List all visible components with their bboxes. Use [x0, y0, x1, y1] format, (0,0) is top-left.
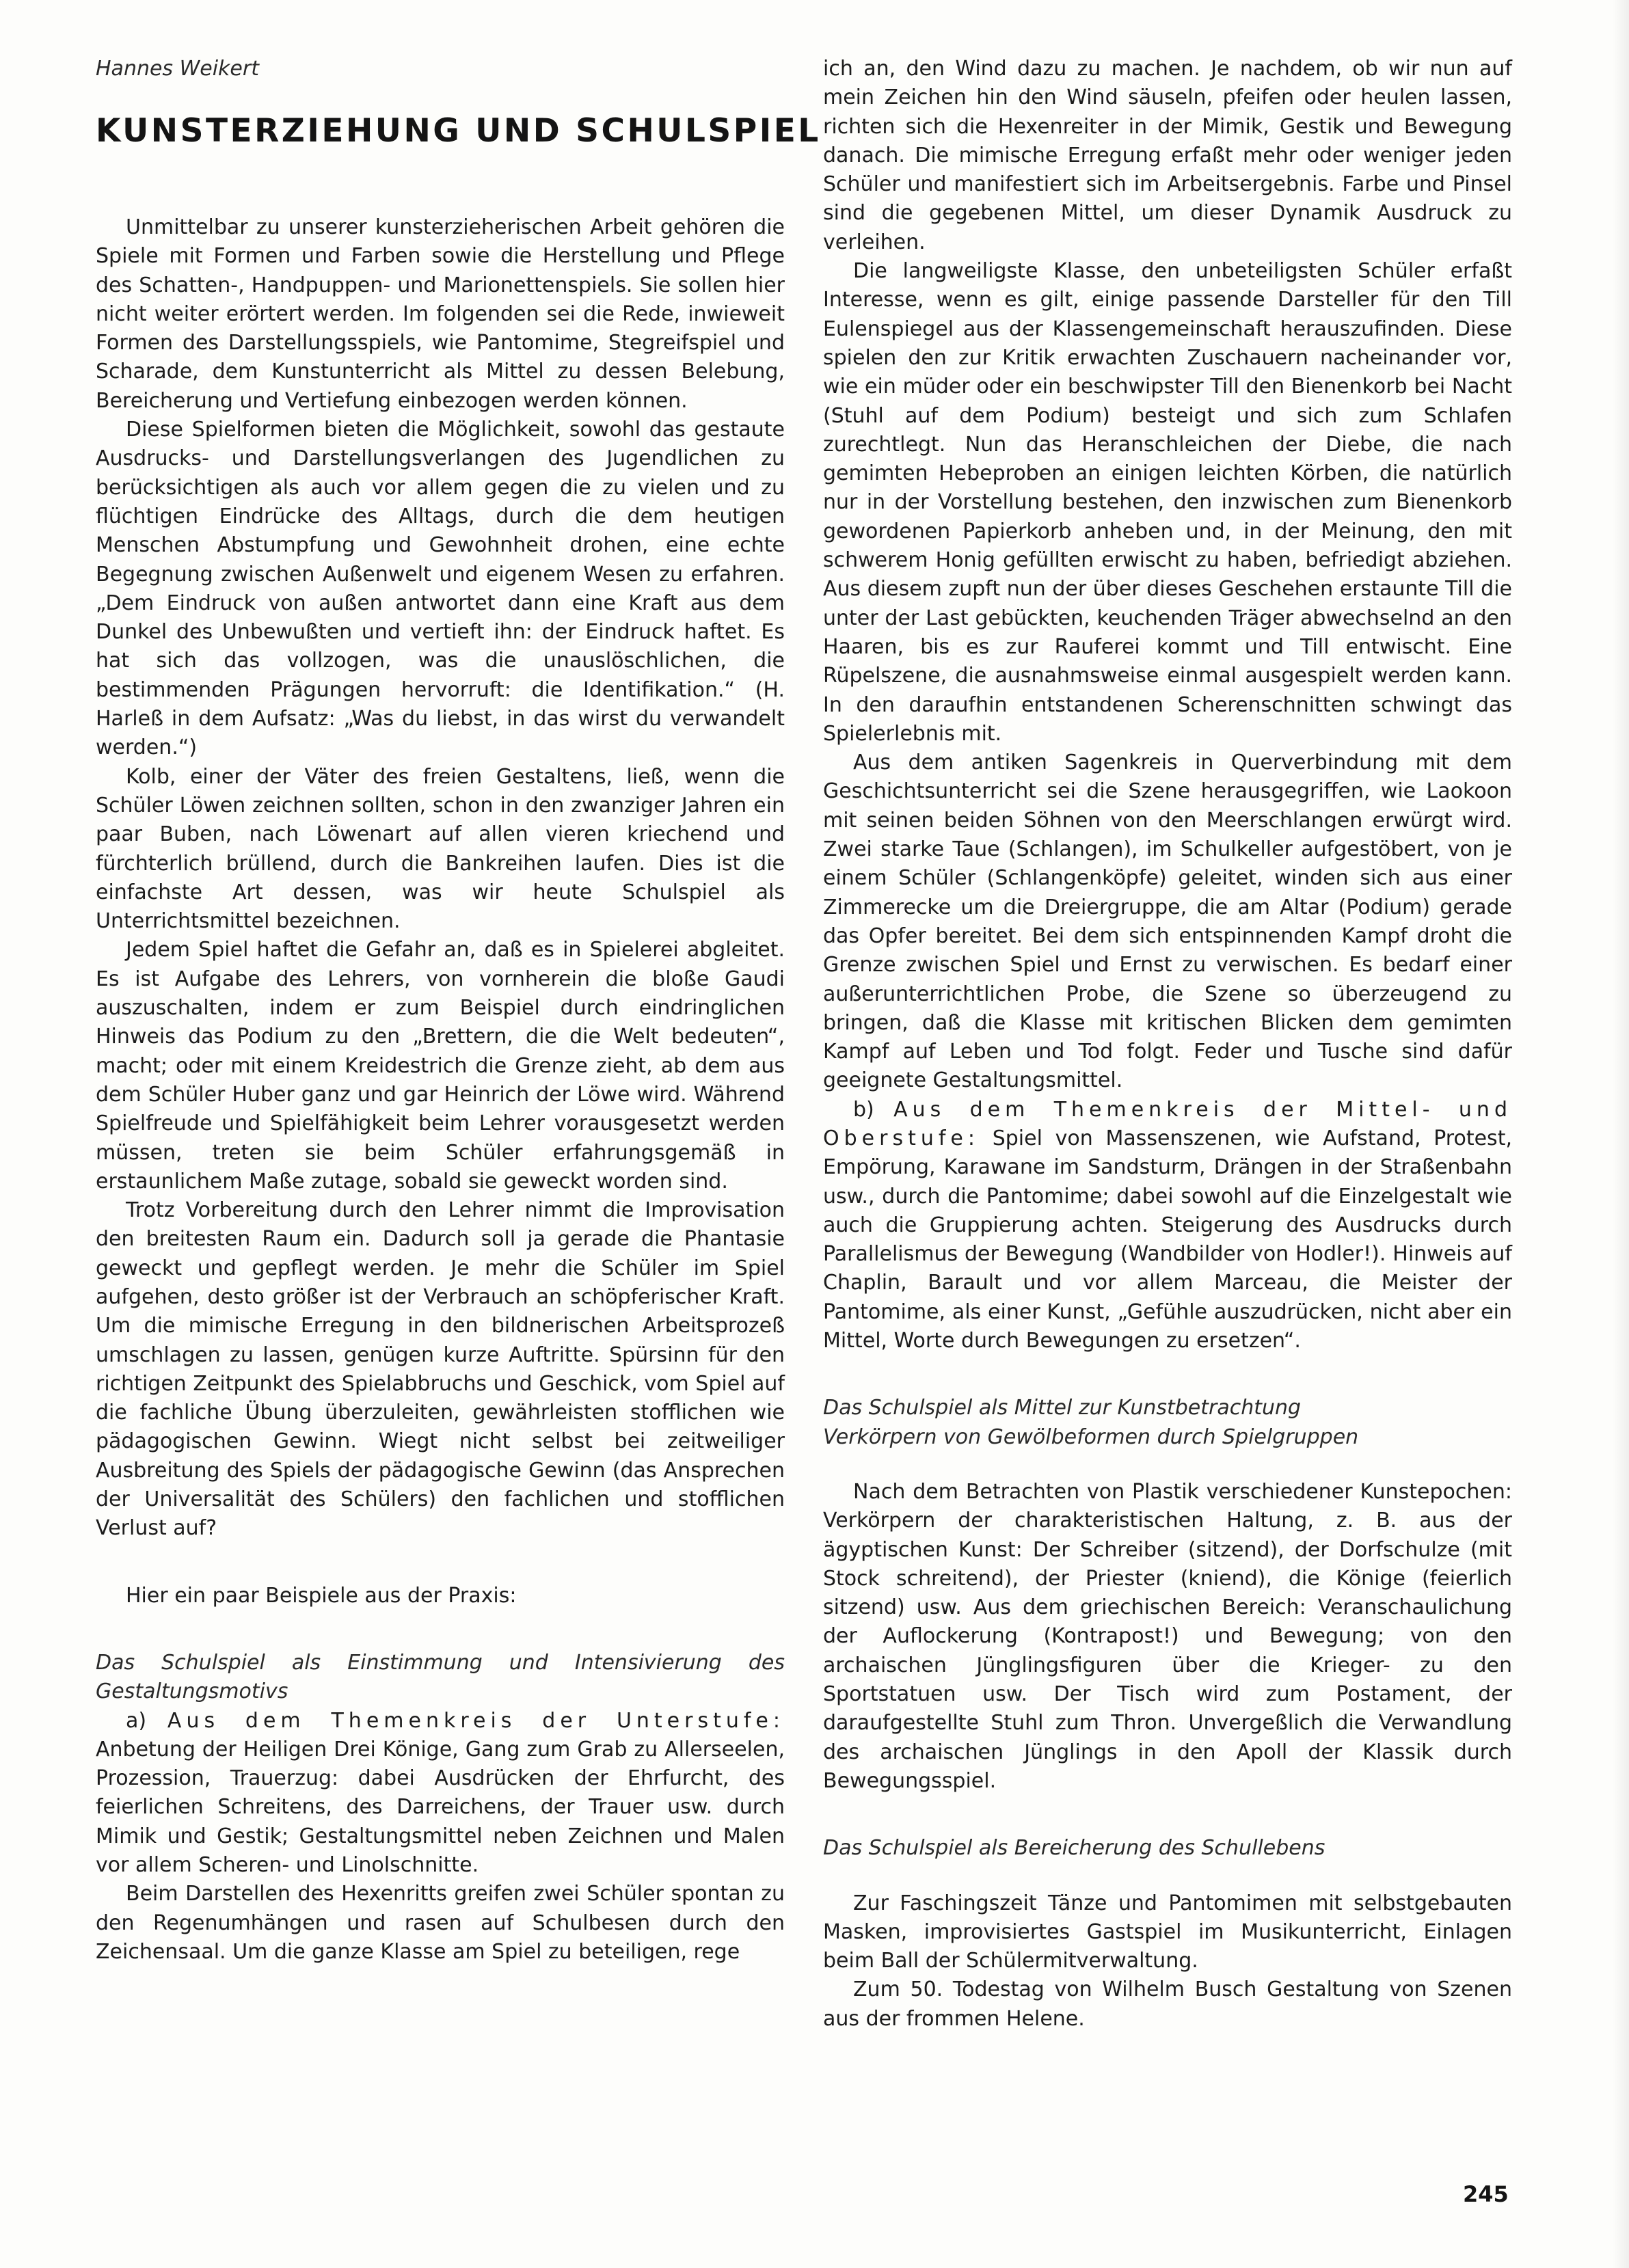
spacer	[823, 1863, 1512, 1889]
article-title: KUNSTERZIEHUNG UND SCHULSPIEL	[96, 112, 821, 150]
section-heading: Das Schulspiel als Bereicherung des Schullebens	[823, 1836, 1325, 1861]
paragraph: Jedem Spiel haftet die Gefahr an, daß es in Spielerei abgleitet. Es ist Aufgabe des Lehrers, von vornherein die bloße Gaudi auszuschalten, indem er zum Beispiel durch eindringlichen Hinweis das Podium zu den „Brettern, die die Welt bedeuten“, macht; oder mit einem Kreidestrich die Grenze zieht, ab dem aus dem Schüler Huber ganz und gar Heinrich der Löwe wird. Während Spielfreude und Spielfähigkeit beim Lehrer vorausgesetzt werden müssen, treten sie beim Schüler erfahrungsgemäß in erstaunlichem Maße zutage, sobald sie geweckt worden sind.	[96, 938, 785, 1193]
paragraph: Kolb, einer der Väter des freien Gestaltens, ließ, wenn die Schüler Löwen zeichnen sollten, schon in den zwanziger Jahren ein paar Buben, nach Löwenart auf allen vieren kriechend und fürchterlich brüllend, durch die Bankreihen laufen. Dies ist die einfachste Art dessen, was wir heute Schulspiel als Unterrichtsmittel bezeichnen.	[96, 764, 785, 934]
paragraph: Zur Faschingszeit Tänze und Pantomimen mit selbstgebauten Masken, improvisiertes Gastspiel im Musikunterricht, Einlagen beim Ball der Schülermitverwaltung.	[823, 1891, 1512, 1973]
paragraph: Nach dem Betrachten von Plastik verschiedener Kunstepochen: Verkörpern der charakteristischen Haltung, z. B. aus der ägyptischen Kunst: Der Schreiber (sitzend), der Dorfschulze (mit Stock schreitend), der Priester (kniend), die Könige (feierlich sitzend) usw. Aus dem griechischen Bereich: Veranschaulichung der Auflockerung (Kontrapost!) und Bewegung; von den archaischen Jünglingsfiguren über die Krieger- zu den Sportstatuen usw. Der Tisch wird zum Postament, der daraufgestellte Stuhl zum Thron. Unvergeßlich die Verwandlung des archaischen Jünglings in den Apoll der Klassik durch Bewegungsspiel.	[823, 1479, 1512, 1793]
spaced-lead-in: Aus dem Themenkreis der Mittel- und Oberstufe:	[823, 1097, 1512, 1150]
spacer	[823, 1796, 1512, 1834]
page-number: 245	[1463, 2181, 1509, 2207]
scan-edge-shadow	[1613, 0, 1629, 2268]
left-column	[96, 55, 821, 1967]
paragraph-subsection-a	[96, 1707, 785, 1880]
paragraph-subsection-b	[823, 1096, 1512, 1356]
paragraph: Zum 50. Todestag von Wilhelm Busch Gestaltung von Szenen aus der frommen Helene.	[823, 1977, 1512, 2031]
paragraph: Hier ein paar Beispiele aus der Praxis:	[126, 1583, 517, 1608]
paragraph: Diese Spielformen bieten die Möglichkeit, sowohl das gestaute Ausdrucks- und Darstellungsverlangen des Jugendlichen zu berücksichtigen als auch vor allem gegen die zu vielen und zu flüchtigen Eindrücke des Alltags, durch die dem heutigen Menschen Abstumpfung und Gewohnheit drohen, eine echte Begegnung zwischen Außenwelt und eigenem Wesen zu erfahren. „Dem Eindruck von außen antwortet dann eine Kraft aus dem Dunkel des Unbewußten und vertieft ihn: der Eindruck haftet. Es hat sich das vollzogen, was die unauslöschlichen, die bestimmenden Prägungen hervorruft: die Identifikation.“ (H. Harleß in dem Aufsatz: „Was du liebst, in das wirst du verwandelt werden.“)	[96, 418, 785, 760]
right-column	[823, 55, 1512, 2034]
section-heading: Das Schulspiel als Einstimmung und Intensivierung des Gestaltungsmotivs	[96, 1650, 785, 1704]
paragraph-continued: ich an, den Wind dazu zu machen. Je nachdem, ob wir nun auf mein Zeichen hin den Wind säuseln, pfeifen oder heulen lassen, richten sich die Hexenreiter in der Mimik, Gestik und Bewegung danach. Die mimische Erregung erfaßt mehr oder weniger jeden Schüler und manifestiert sich im Arbeitsergebnis. Farbe und Pinsel sind die gegebenen Mittel, um dieser Dynamik Ausdruck zu verleihen.	[823, 57, 1512, 254]
spacer	[96, 1543, 785, 1582]
paragraph: Die langweiligste Klasse, den unbeteiligsten Schüler erfaßt Interesse, wenn es gilt, einige passende Darsteller für den Till Eulenspiegel aus der Klassengemeinschaft herauszufinden. Diese spielen den zur Kritik erwachten Zuschauern nacheinander vor, wie ein müder oder ein beschwipster Till den Bienenkorb bei Nacht (Stuhl auf dem Podium) besteigt und sich zum Schlafen zurechtlegt. Nun das Heranschleichen der Diebe, die nach gemimten Hebeproben an einigen leichten Körben, die natürlich nur in der Vorstellung bestehen, den inzwischen zum Bienenkorb gewordenen Papierkorb anheben und, in der Meinung, den mit schwerem Honig gefüllten erwischt zu haben, befriedigt abziehen. Aus diesem zupft nun der über dieses Geschehen erstaunte Till die unter der Last gebückten, keuchenden Träger abwechselnd an den Haaren, bis es zur Rauferei kommt und Till entwischt. Eine Rüpelszene, die ausnahmsweise einmal ausgespielt werden kann. In den daraufhin entstandenen Scherenschnitten schwingt das Spielerlebnis mit.	[823, 259, 1512, 746]
paragraph: Trotz Vorbereitung durch den Lehrer nimmt die Improvisation den breitesten Raum ein. Dadurch soll ja gerade die Phantasie geweckt und gepflegt werden. Je mehr die Schüler im Spiel aufgehen, desto größer ist der Verbrauch an schöpferischer Kraft. Um die mimische Erregung in den bildnerischen Arbeitsprozeß umschlagen zu lassen, genügen kurze Auftritte. Spürsinn für den richtigen Zeitpunkt des Spielabbruchs und Geschick, vom Spiel auf die fachliche Übung überzuleiten, gewährleisten stofflichen wie pädagogischen Gewinn. Wiegt nicht selbst bei zeitweiliger Ausbreitung des Spiels der pädagogische Gewinn (das Ansprechen der Universalität des Schülers) den fachlichen und stofflichen Verlust auf?	[96, 1198, 785, 1541]
paragraph-text: Spiel von Massenszenen, wie Aufstand, Protest, Empörung, Karawane im Sandsturm, Drängen in der Straßenbahn usw., durch die Pantomime; dabei sowohl auf die Einzelgestalt wie auch die Gruppierung achten. Steigerung des Ausdrucks durch Parallelismus der Bewegung (Wandbilder von Hodler!). Hinweis auf Chaplin, Barault und vor allem Marceau, die Meister der Pantomime, als einer Kunst, „Gefühle auszudrücken, nicht aber ein Mittel, Worte durch Bewegungen zu ersetzen“.	[823, 1126, 1512, 1353]
spacer	[823, 1355, 1512, 1394]
spaced-lead-in: Aus dem Themenkreis der Unterstufe:	[167, 1708, 785, 1733]
list-marker: b)	[853, 1097, 894, 1122]
paragraph: Aus dem antiken Sagenkreis in Querverbindung mit dem Geschichtsunterricht sei die Szene herausgegriffen, wie Laokoon mit seinen beiden Söhnen von den Meerschlangen erwürgt wird. Zwei starke Taue (Schlangen), im Schulkeller aufgestöbert, von je einem Schüler (Schlangenköpfe) geleitet, winden sich aus einer Zimmerecke um die Dreiergruppe, die am Altar (Podium) gerade das Opfer bereitet. Bei dem sich entspinnenden Kampf droht die Grenze zwischen Spiel und Ernst zu verwischen. Es bedarf einer außerunterrichtlichen Probe, die Szene so überzeugend zu bringen, daß die Klasse mit kritischen Blicken dem gemimten Kampf auf Leben und Tod folgt. Feder und Tusche sind dafür geeignete Gestaltungsmittel.	[823, 751, 1512, 1093]
paragraph: Unmittelbar zu unserer kunsterzieherischen Arbeit gehören die Spiele mit Formen und Farben sowie die Herstellung und Pflege des Schatten-, Handpuppen- und Marionettenspiels. Sie sollen hier nicht weiter erörtert werden. Im folgenden sei die Rede, inwieweit Formen des Darstellungsspiels, wie Pantomime, Stegreifspiel und Scharade, dem Kunstunterricht als Mittel zu dessen Belebung, Bereicherung und Vertiefung einbezogen werden können.	[96, 215, 785, 413]
spacer	[823, 1452, 1512, 1478]
spacer	[96, 152, 785, 213]
section-subheading: Verkörpern von Gewölbeformen durch Spielgruppen	[823, 1425, 1359, 1449]
paragraph: Beim Darstellen des Hexenritts greifen zwei Schüler spontan zu den Regenumhängen und rasen auf Schulbesen durch den Zeichensaal. Um die ganze Klasse am Spiel zu beteiligen, rege	[96, 1882, 785, 1964]
list-marker: a)	[126, 1708, 167, 1733]
author-name: Hannes Weikert	[96, 57, 259, 81]
spacer	[96, 1610, 785, 1649]
paragraph-text: Anbetung der Heiligen Drei Könige, Gang zum Grab zu Allerseelen, Prozession, Trauerzug: dabei Ausdrücken der Ehrfurcht, des feierlichen Schreitens, des Darreichens, der Trauer usw. durch Mimik und Gestik; Gestaltungsmittel neben Zeichnen und Malen vor allem Scheren- und Linolschnitte.	[96, 1737, 785, 1878]
section-heading: Das Schulspiel als Mittel zur Kunstbetrachtung	[823, 1396, 1302, 1420]
